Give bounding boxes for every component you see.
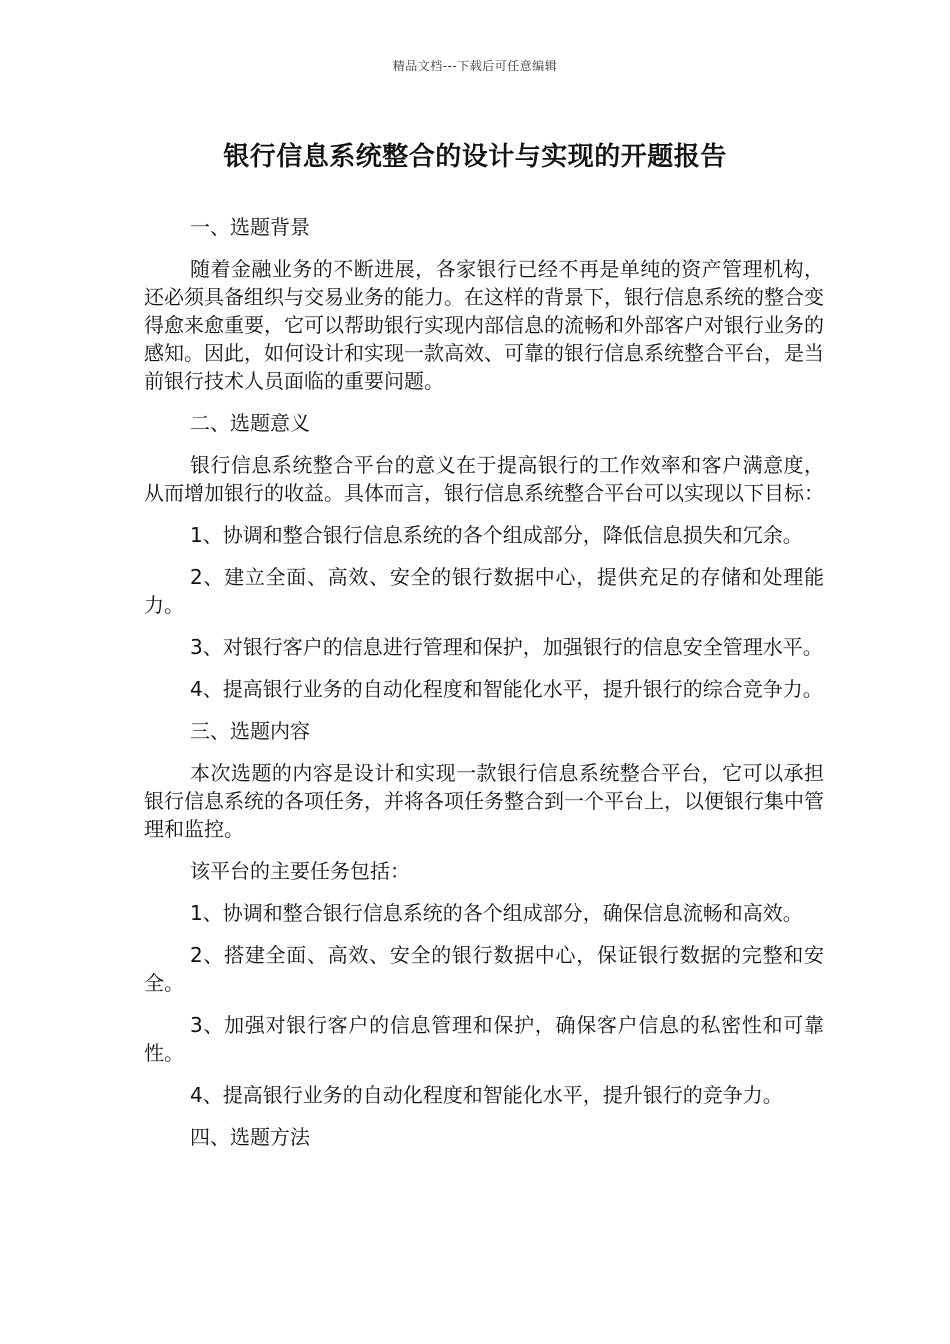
document-body bbox=[144, 213, 824, 1165]
task-item-1: 1、协调和整合银行信息系统的各个组成部分，确保信息流畅和高效。 bbox=[190, 901, 803, 925]
section-heading-significance: 二、选题意义 bbox=[190, 411, 310, 435]
goal-item-2: 2、建立全面、高效、安全的银行数据中心，提供充足的存储和处理能力。 bbox=[144, 565, 824, 617]
goal-item-3: 3、对银行客户的信息进行管理和保护，加强银行的信息安全管理水平。 bbox=[190, 635, 823, 659]
document-title: 银行信息系统整合的设计与实现的开题报告 bbox=[223, 142, 727, 172]
section-heading-method: 四、选题方法 bbox=[190, 1125, 310, 1149]
paragraph-significance: 银行信息系统整合平台的意义在于提高银行的工作效率和客户满意度，从而增加银行的收益。具体而言，银行信息系统整合平台可以实现以下目标： bbox=[144, 453, 824, 505]
section-heading-content: 三、选题内容 bbox=[190, 719, 310, 743]
goal-item-1: 1、协调和整合银行信息系统的各个组成部分，降低信息损失和冗余。 bbox=[190, 523, 803, 547]
task-item-4: 4、提高银行业务的自动化程度和智能化水平，提升银行的竞争力。 bbox=[190, 1083, 783, 1107]
task-item-2: 2、搭建全面、高效、安全的银行数据中心，保证银行数据的完整和安全。 bbox=[144, 943, 824, 995]
goal-item-4: 4、提高银行业务的自动化程度和智能化水平，提升银行的综合竞争力。 bbox=[190, 677, 823, 701]
paragraph-tasks-intro: 该平台的主要任务包括： bbox=[190, 859, 410, 883]
header-note: 精品文档---下载后可任意编辑 bbox=[392, 59, 558, 73]
paragraph-content: 本次选题的内容是设计和实现一款银行信息系统整合平台，它可以承担银行信息系统的各项任务，并将各项任务整合到一个平台上，以便银行集中管理和监控。 bbox=[144, 761, 824, 841]
section-heading-background: 一、选题背景 bbox=[190, 215, 310, 239]
paragraph-background: 随着金融业务的不断进展，各家银行已经不再是单纯的资产管理机构，还必须具备组织与交易业务的能力。在这样的背景下，银行信息系统的整合变得愈来愈重要，它可以帮助银行实现内部信息的流畅和外部客户对银行业务的感知。因此，如何设计和实现一款高效、可靠的银行信息系统整合平台，是当前银行技术人员面临的重要问题。 bbox=[144, 257, 824, 393]
task-item-3: 3、加强对银行客户的信息管理和保护，确保客户信息的私密性和可靠性。 bbox=[144, 1013, 824, 1065]
